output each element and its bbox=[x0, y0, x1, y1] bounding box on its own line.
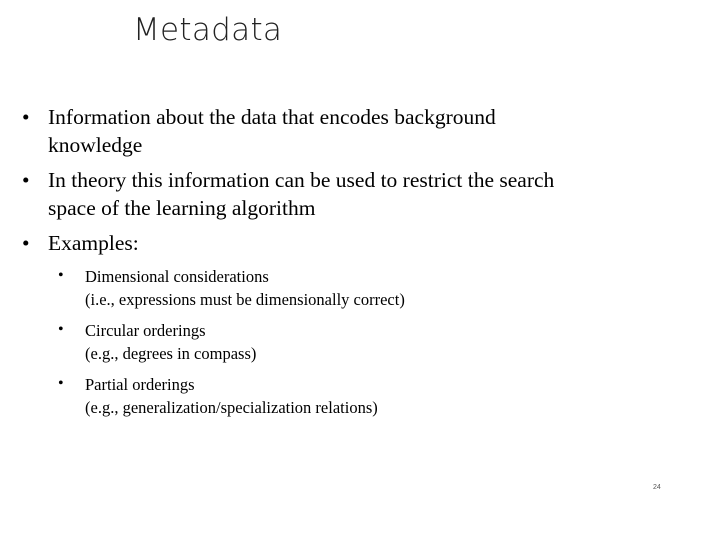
example-item bbox=[58, 319, 672, 365]
bullet-line: knowledge bbox=[48, 133, 143, 157]
example-line: Circular orderings bbox=[85, 321, 206, 340]
bullet-icon: • bbox=[22, 105, 30, 129]
bullet-icon: • bbox=[22, 168, 30, 192]
bullet-item bbox=[22, 103, 662, 159]
bullet-line: In theory this information can be used to restrict the search bbox=[48, 168, 555, 192]
bullet-line: Information about the data that encodes background bbox=[48, 105, 496, 129]
sub-bullet-icon: • bbox=[58, 267, 64, 284]
example-item bbox=[58, 373, 672, 419]
bullet-line: Examples: bbox=[48, 231, 139, 255]
slide-title: Metadata bbox=[133, 12, 283, 48]
example-line: Dimensional considerations bbox=[85, 267, 269, 286]
sub-bullet-icon: • bbox=[58, 375, 64, 392]
bullet-icon: • bbox=[22, 231, 30, 255]
bullet-line: space of the learning algorithm bbox=[48, 196, 316, 220]
example-item bbox=[58, 265, 672, 311]
example-line: (i.e., expressions must be dimensionally correct) bbox=[85, 290, 405, 309]
example-line: Partial orderings bbox=[85, 375, 195, 394]
example-list bbox=[58, 265, 672, 419]
page-number: 24 bbox=[653, 484, 661, 491]
sub-bullet-icon: • bbox=[58, 321, 64, 338]
bullet-list bbox=[22, 103, 662, 427]
bullet-item bbox=[22, 166, 662, 222]
example-line: (e.g., degrees in compass) bbox=[85, 344, 257, 363]
example-line: (e.g., generalization/specialization relations) bbox=[85, 398, 378, 417]
bullet-item bbox=[22, 229, 662, 419]
